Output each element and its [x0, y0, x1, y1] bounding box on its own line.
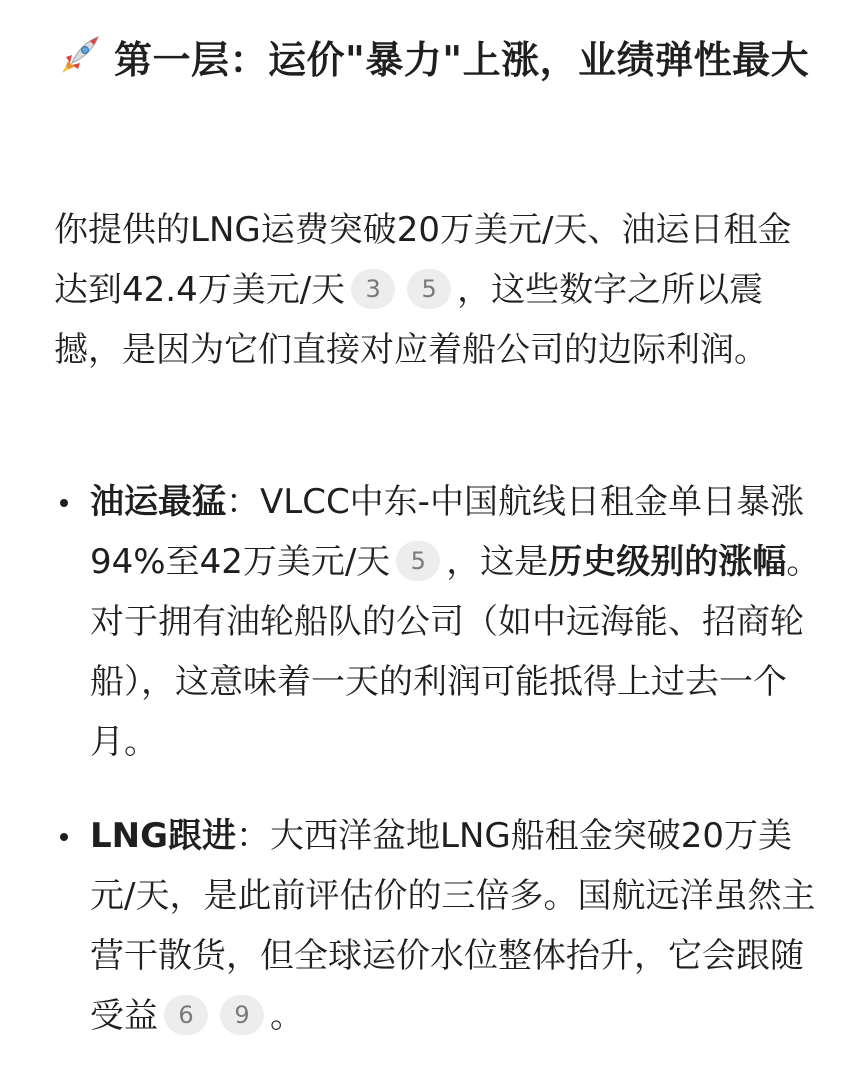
bullet-item-oil: [54, 472, 824, 772]
intro-text-a: 你提供的LNG运费突破20万美元/天、油运日租金达到42.4万美元/天: [54, 210, 792, 310]
heading-text: 第一层：运价"暴力"上涨，业绩弹性最大: [114, 38, 810, 82]
bullet-dot: [60, 499, 68, 507]
citation-badge[interactable]: 5: [396, 541, 440, 581]
bullet-text: 。: [270, 996, 304, 1036]
bullet-label: LNG跟进: [90, 816, 237, 856]
bullet-emphasis: 历史级别的涨幅: [548, 542, 787, 582]
citation-badge[interactable]: 5: [407, 269, 451, 309]
bullet-label: 油运最猛: [90, 482, 226, 522]
bullet-text: ，这是: [446, 542, 549, 582]
bullet-text: ：大西洋盆地LNG船租金突破20万美元/天，是此前评估价的三倍多。国航远洋虽然主营干散货，但全球运价水位整体抬升，它会跟随受益: [90, 816, 816, 1036]
bullet-text: ：VLCC中东-中国航线日租金单日暴涨94%至42万美元/天: [90, 482, 804, 582]
bullet-dot: [60, 833, 68, 841]
section-heading: [54, 30, 814, 90]
bullet-text: 。对于拥有油轮船队的公司（如中远海能、招商轮船），这意味着一天的利润可能抵得上过去一个月。: [90, 542, 821, 762]
bullet-list: [54, 472, 824, 1080]
citation-badge[interactable]: 9: [220, 995, 264, 1035]
citation-badge[interactable]: 6: [164, 995, 208, 1035]
citation-badge[interactable]: 3: [351, 269, 395, 309]
intro-paragraph: [54, 200, 814, 380]
intro-text-b: ，这些数字之所以震撼，是因为它们直接对应着船公司的边际利润。: [54, 270, 768, 370]
rocket-icon: [54, 33, 102, 81]
bullet-item-lng: [54, 806, 824, 1046]
